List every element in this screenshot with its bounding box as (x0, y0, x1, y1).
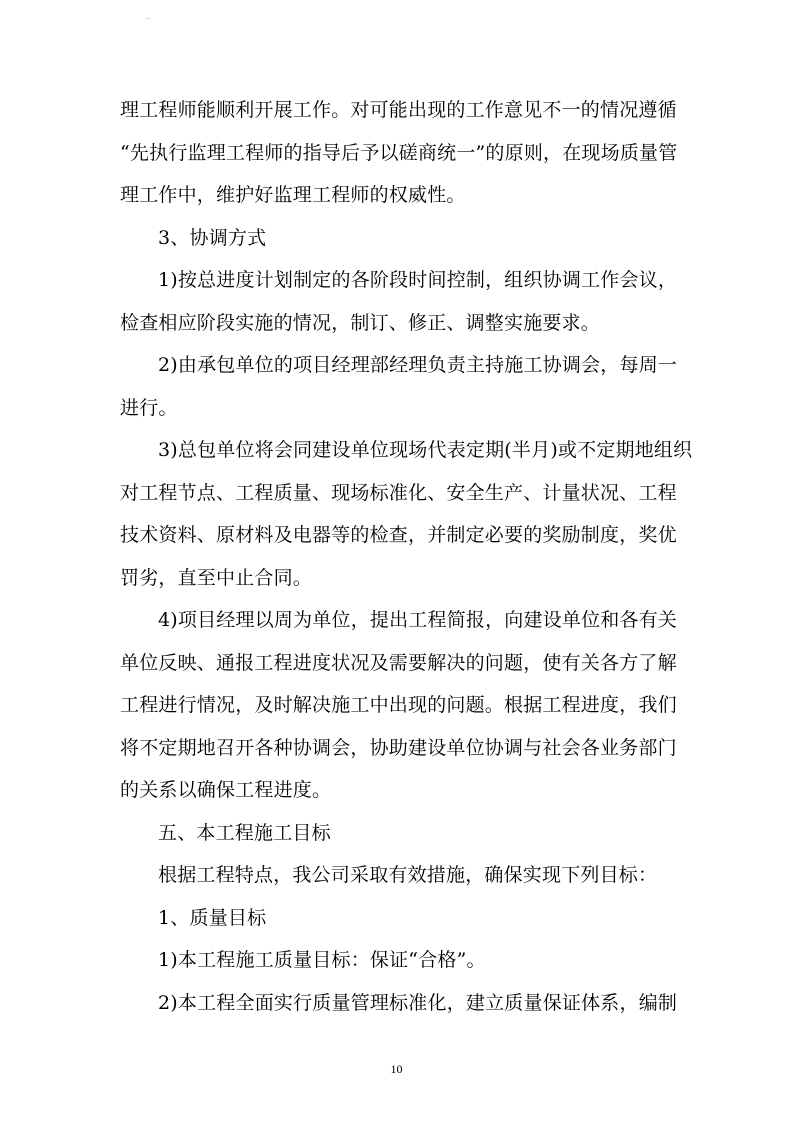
text-line: 的关系以确保工程进度。 (120, 779, 332, 801)
text-line: 对工程节点、工程质量、现场标准化、安全生产、计量状况、工程 (120, 482, 677, 504)
section-heading: 五、本工程施工目标 (158, 822, 331, 844)
text-line: 3)总包单位将会同建设单位现场代表定期(半月)或不定期地组织 (158, 439, 693, 461)
text-line: 单位反映、通报工程进度状况及需要解决的问题，使有关各方了解 (120, 652, 677, 674)
corner-mark: .. (146, 12, 152, 21)
text-line: 1)本工程施工质量目标：保证“合格”。 (158, 949, 486, 971)
text-line: 进行。 (120, 397, 178, 419)
page-number: 10 (390, 1062, 403, 1076)
section-heading: 3、协调方式 (158, 227, 267, 249)
text-line: 罚劣，直至中止合同。 (120, 567, 313, 589)
text-line: 技术资料、原材料及电器等的检查，并制定必要的奖励制度，奖优 (120, 524, 677, 546)
text-line: 2)由承包单位的项目经理部经理负责主持施工协调会，每周一 (158, 354, 678, 376)
text-line: 理工作中，维护好监理工程师的权威性。 (120, 184, 466, 206)
text-line: 将不定期地召开各种协调会，协助建设单位协调与社会各业务部门 (120, 737, 677, 759)
text-line: 工程进行情况，及时解决施工中出现的问题。根据工程进度，我们 (120, 694, 677, 716)
text-line: 2)本工程全面实行质量管理标准化，建立质量保证体系，编制 (158, 992, 678, 1014)
text-line: 检查相应阶段实施的情况，制订、修正、调整实施要求。 (120, 312, 601, 334)
text-line: 4)项目经理以周为单位，提出工程简报，向建设单位和各有关 (158, 609, 678, 631)
text-line: 根据工程特点，我公司采取有效措施，确保实现下列目标： (158, 864, 658, 886)
section-heading: 1、质量目标 (158, 907, 267, 929)
text-line: “先执行监理工程师的指导后予以磋商统一”的原则，在现场质量管 (120, 142, 678, 164)
text-line: 理工程师能顺利开展工作。对可能出现的工作意见不一的情况遵循 (120, 99, 677, 121)
text-line: 1)按总进度计划制定的各阶段时间控制，组织协调工作会议， (158, 269, 678, 291)
